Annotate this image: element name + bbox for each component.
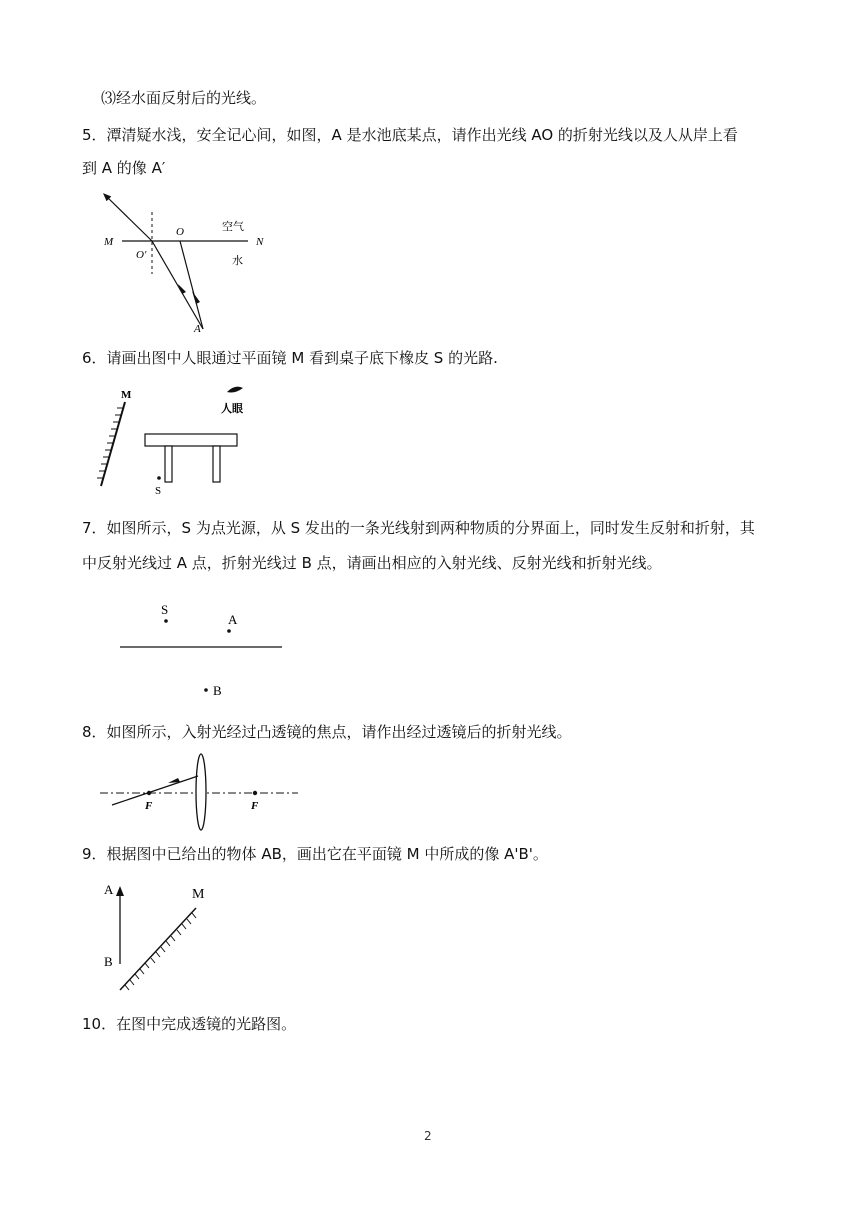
label-water: 水	[232, 254, 243, 267]
table-top	[145, 434, 237, 446]
q5-refraction-figure	[100, 192, 280, 337]
point-s	[157, 476, 161, 480]
label-o-prime: O′	[136, 249, 147, 261]
mirror-hatching	[125, 913, 196, 990]
label-b: B	[213, 683, 222, 698]
label-a: A	[228, 612, 238, 627]
q8-convex-lens-figure	[100, 752, 300, 834]
question-5-text: 5．潭清疑水浅，安全记心间，如图，A 是水池底某点，请作出光线 AO 的折射光线以及人从岸上看	[82, 126, 738, 144]
q9-plane-mirror-figure	[100, 878, 220, 998]
ray-o-prime-out	[106, 196, 152, 241]
q6-mirror-table-figure	[95, 382, 265, 497]
label-o: O	[176, 226, 184, 238]
label-a: A	[104, 882, 114, 897]
ray-a-o-arrow	[192, 291, 200, 304]
question-9-text: 9．根据图中已给出的物体 AB，画出它在平面镜 M 中所成的像 A'B'。	[82, 845, 548, 863]
label-b: B	[104, 954, 113, 969]
point-a	[227, 629, 231, 633]
plane-mirror	[120, 908, 196, 990]
focus-left	[147, 791, 151, 795]
point-s	[164, 619, 168, 623]
table-leg-right	[213, 446, 220, 482]
label-m: M	[192, 887, 205, 902]
plane-mirror	[101, 402, 125, 486]
ray-a-o	[180, 241, 203, 329]
label-mirror-m: M	[121, 389, 132, 401]
label-s: S	[155, 485, 162, 497]
label-m: M	[104, 236, 114, 248]
question-8-text: 8．如图所示，入射光经过凸透镜的焦点，请作出经过透镜后的折射光线。	[82, 723, 572, 741]
label-eye: 人眼	[221, 402, 243, 415]
table-leg-left	[165, 446, 172, 482]
object-arrow-head	[116, 886, 124, 896]
label-s: S	[161, 602, 169, 617]
label-a: A	[194, 323, 201, 335]
question-7-text: 7．如图所示，S 为点光源，从 S 发出的一条光线射到两种物质的分界面上，同时发生反射和折射，其	[82, 519, 755, 537]
label-air: 空气	[222, 220, 244, 233]
label-n: N	[256, 236, 264, 248]
question-5-text-cont: 到 A 的像 A′	[82, 159, 166, 177]
question-7-text-cont: 中反射光线过 A 点，折射光线过 B 点，请画出相应的入射光线、反射光线和折射光线。	[82, 554, 662, 572]
mirror-hatching	[97, 408, 123, 478]
label-f-left: F	[145, 800, 153, 812]
question-6-text: 6．请画出图中人眼通过平面镜 M 看到桌子底下橡皮 S 的光路.	[82, 349, 498, 367]
eye-icon	[227, 387, 243, 393]
point-b	[204, 688, 208, 692]
ray-a-o-prime	[152, 241, 203, 329]
item-3-text: ⑶经水面反射后的光线。	[101, 89, 267, 107]
label-f-right: F	[251, 800, 259, 812]
page-number: 2	[424, 1129, 432, 1143]
q7-reflection-refraction-figure	[118, 596, 288, 701]
question-10-text: 10．在图中完成透镜的光路图。	[82, 1015, 297, 1033]
incident-ray	[112, 776, 198, 805]
focus-right	[253, 791, 257, 795]
convex-lens	[196, 754, 206, 830]
